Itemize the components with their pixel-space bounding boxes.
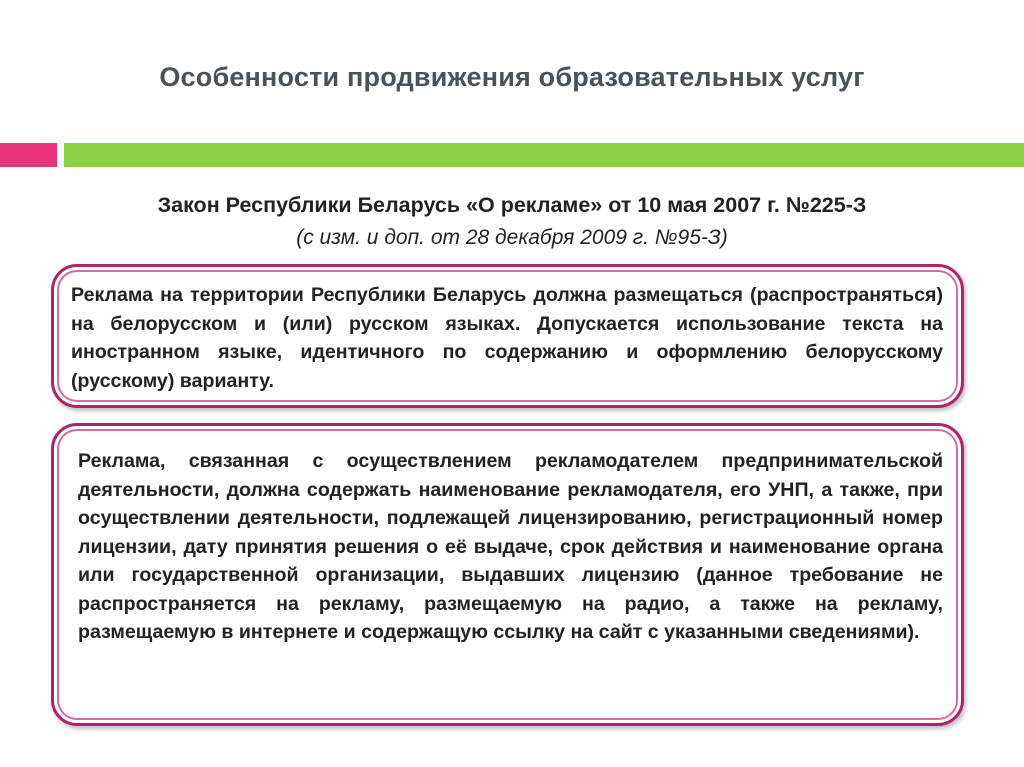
accent-bar-green	[64, 143, 1024, 167]
text-box-advertiser-info-text: Реклама, связанная с осуществлением рекламодателем предпринимательской деятельности, должна содержать наименование рекламодателя, его УНП, а также, при осуществлении деятельности, подлежащей лицензированию, регистрационный номер лицензии, дату принятия решения о её выдаче, срок действия и наименование органа или государственной организации, выдавших лицензию (данное требование не распространяется на рекламу, размещаемую на радио, а также на рекламу, размещаемую в интернете и содержащую ссылку на сайт с указанными сведениями).	[78, 450, 943, 643]
slide-title: Особенности продвижения образовательных услуг	[159, 62, 865, 92]
text-box-advertiser-info	[51, 423, 964, 726]
law-subtitle: (с изм. и доп. от 28 декабря 2009 г. №95-З)	[296, 226, 728, 249]
text-box-language-text: Реклама на территории Республики Беларусь должна размещаться (распространяться) на белорусском и (или) русском языках. Допускается использование текста на иностранном языке, идентичного по содержанию и оформлению белорусскому (русскому) варианту.	[71, 284, 943, 392]
text-box-language	[51, 264, 964, 408]
law-title: Закон Республики Беларусь «О рекламе» от 10 мая 2007 г. №225-З	[157, 193, 867, 217]
accent-bar-pink	[0, 143, 57, 167]
